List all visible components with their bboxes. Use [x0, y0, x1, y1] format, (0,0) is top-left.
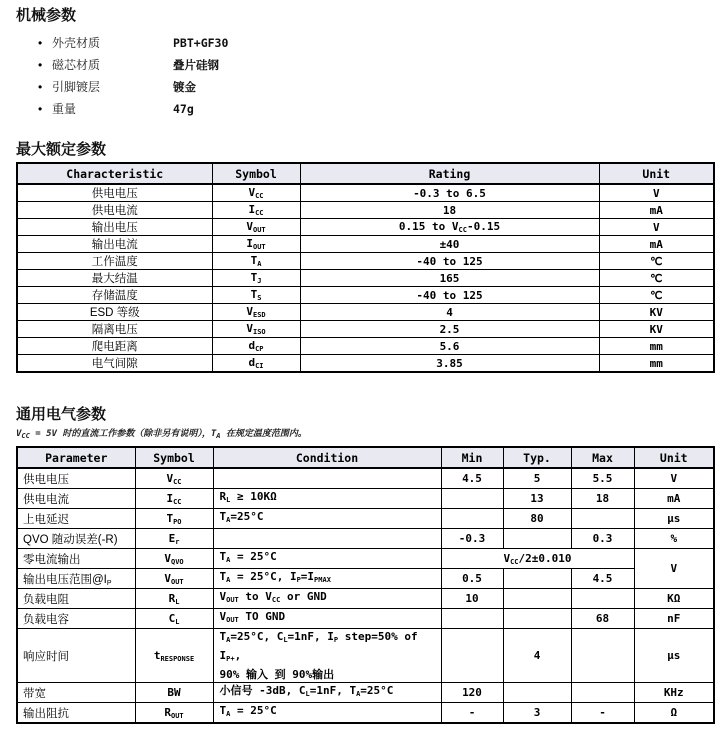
- condition-cell: $V_{OUT}$ TO GND: [213, 609, 441, 629]
- header-symbol: Symbol: [212, 163, 300, 184]
- merged-value-cell: $V_{CC}/2\pm 0.010$: [441, 549, 634, 569]
- max-cell: [571, 629, 634, 683]
- rating-cell: 2.5: [300, 321, 599, 338]
- unit-cell: ℃: [599, 253, 714, 270]
- symbol-cell: $V_{ISO}$: [212, 321, 300, 338]
- parameter-cell: QVO 随动误差(-R): [17, 529, 135, 549]
- unit-cell: KV: [599, 304, 714, 321]
- unit-cell: ℃: [599, 270, 714, 287]
- min-cell: 0.5: [441, 569, 503, 589]
- bullet-icon: •: [38, 102, 43, 116]
- rating-cell: ±40: [300, 236, 599, 253]
- parameter-cell: 上电延迟: [17, 509, 135, 529]
- unit-cell: KΩ: [634, 589, 714, 609]
- typ-cell: [503, 569, 571, 589]
- table-row: [17, 569, 714, 589]
- unit-cell: V: [634, 549, 714, 589]
- max-cell: 0.3: [571, 529, 634, 549]
- unit-cell: V: [599, 219, 714, 236]
- table-row: [17, 683, 714, 703]
- unit-cell: μs: [634, 629, 714, 683]
- parameter-cell: 输出电压范围$@I_P$: [17, 569, 135, 589]
- symbol-cell: $C_L$: [135, 609, 213, 629]
- characteristic-cell: 隔离电压: [17, 321, 212, 338]
- table-row: [17, 703, 714, 724]
- max-cell: 68: [571, 609, 634, 629]
- unit-cell: mm: [599, 355, 714, 373]
- table-row: [17, 468, 714, 489]
- symbol-cell: $R_L$: [135, 589, 213, 609]
- symbol-cell: $E_r$: [135, 529, 213, 549]
- parameter-cell: 带宽: [17, 683, 135, 703]
- table-row: [17, 338, 714, 355]
- unit-cell: mm: [599, 338, 714, 355]
- typ-cell: 80: [503, 509, 571, 529]
- rating-cell: -0.3 to 6.5: [300, 184, 599, 202]
- symbol-cell: $t_{RESPONSE}$: [135, 629, 213, 683]
- parameter-cell: 零电流输出: [17, 549, 135, 569]
- item-label: 引脚镀层: [52, 80, 101, 94]
- condition-cell: $T_A = 25^\circ C$: [213, 703, 441, 724]
- max-cell: [571, 509, 634, 529]
- parameter-cell: 供电电压: [17, 468, 135, 489]
- table-row: [17, 549, 714, 569]
- characteristic-cell: 爬电距离: [17, 338, 212, 355]
- header-unit: Unit: [634, 447, 714, 468]
- min-cell: [441, 609, 503, 629]
- unit-cell: ℃: [599, 287, 714, 304]
- table-row: [17, 270, 714, 287]
- header-parameter: Parameter: [17, 447, 135, 468]
- header-unit: Unit: [599, 163, 714, 184]
- unit-cell: mA: [634, 489, 714, 509]
- unit-cell: KHz: [634, 683, 714, 703]
- rating-cell: 165: [300, 270, 599, 287]
- unit-cell: V: [634, 468, 714, 489]
- item-label: 重量: [52, 102, 77, 116]
- condition-cell: $T_A = 25^\circ C$: [213, 549, 441, 569]
- symbol-cell: $T_S$: [212, 287, 300, 304]
- condition-cell: [213, 529, 441, 549]
- rating-cell: 18: [300, 202, 599, 219]
- rating-cell: 5.6: [300, 338, 599, 355]
- characteristic-cell: 存储温度: [17, 287, 212, 304]
- symbol-cell: $T_A$: [212, 253, 300, 270]
- list-item: [38, 76, 713, 98]
- header-rating: Rating: [300, 163, 599, 184]
- max-cell: -: [571, 703, 634, 724]
- header-characteristic: Characteristic: [17, 163, 212, 184]
- table-row: [17, 287, 714, 304]
- max-cell: [571, 589, 634, 609]
- electrical-table: [16, 446, 715, 724]
- unit-cell: Ω: [634, 703, 714, 724]
- max-ratings-section: [16, 142, 713, 373]
- unit-cell: mA: [599, 236, 714, 253]
- item-value: 47g: [173, 102, 194, 116]
- table-row: [17, 489, 714, 509]
- mechanical-list: [16, 32, 713, 120]
- bullet-icon: •: [38, 36, 43, 50]
- bullet-icon: •: [38, 58, 43, 72]
- table-row: [17, 304, 714, 321]
- unit-cell: mA: [599, 202, 714, 219]
- characteristic-cell: 供电电压: [17, 184, 212, 202]
- symbol-cell: $V_{OUT}$: [212, 219, 300, 236]
- min-cell: 10: [441, 589, 503, 609]
- item-label: 磁芯材质: [52, 58, 101, 72]
- unit-cell: V: [599, 184, 714, 202]
- symbol-cell: $d_{CI}$: [212, 355, 300, 373]
- symbol-cell: $V_{ESD}$: [212, 304, 300, 321]
- parameter-cell: 负载电阻: [17, 589, 135, 609]
- table-row: [17, 202, 714, 219]
- table-row: [17, 529, 714, 549]
- characteristic-cell: 输出电压: [17, 219, 212, 236]
- condition-cell: $R_L \ge 10K\Omega$: [213, 489, 441, 509]
- table-row: [17, 219, 714, 236]
- typ-cell: [503, 589, 571, 609]
- min-cell: [441, 489, 503, 509]
- characteristic-cell: 供电电流: [17, 202, 212, 219]
- header-symbol: Symbol: [135, 447, 213, 468]
- rating-cell: 0.15 to $V_{CC}-0.15$: [300, 219, 599, 236]
- mechanical-title: 机械参数: [16, 7, 77, 24]
- condition-cell: [213, 468, 441, 489]
- symbol-cell: $V_{QVO}$: [135, 549, 213, 569]
- header-typ: Typ.: [503, 447, 571, 468]
- table-row: [17, 589, 714, 609]
- table-header-row: [17, 447, 714, 468]
- parameter-cell: 输出阻抗: [17, 703, 135, 724]
- typ-cell: 5: [503, 468, 571, 489]
- characteristic-cell: 最大结温: [17, 270, 212, 287]
- symbol-cell: $I_{CC}$: [212, 202, 300, 219]
- typ-cell: [503, 529, 571, 549]
- unit-cell: %: [634, 529, 714, 549]
- item-label: 外壳材质: [52, 36, 101, 50]
- min-cell: [441, 509, 503, 529]
- item-value: PBT+GF30: [173, 36, 229, 50]
- symbol-cell: $T_{PO}$: [135, 509, 213, 529]
- max-cell: 18: [571, 489, 634, 509]
- typ-cell: 4: [503, 629, 571, 683]
- symbol-cell: $V_{OUT}$: [135, 569, 213, 589]
- electrical-section: [16, 407, 713, 724]
- characteristic-cell: 工作温度: [17, 253, 212, 270]
- item-value: 镀金: [173, 80, 196, 94]
- list-item: [38, 32, 713, 54]
- parameter-cell: 响应时间: [17, 629, 135, 683]
- max-cell: [571, 683, 634, 703]
- parameter-cell: 供电电流: [17, 489, 135, 509]
- electrical-title: 通用电气参数: [16, 406, 107, 423]
- min-cell: 120: [441, 683, 503, 703]
- max-ratings-title: 最大额定参数: [16, 141, 107, 158]
- table-header-row: [17, 163, 714, 184]
- max-cell: 5.5: [571, 468, 634, 489]
- characteristic-cell: 输出电流: [17, 236, 212, 253]
- table-row: [17, 184, 714, 202]
- condition-cell: 小信号 -3dB, $C_L=1nF$, $T_A=25^\circ C$: [213, 683, 441, 703]
- min-cell: [441, 629, 503, 683]
- mechanical-section: [16, 8, 713, 120]
- table-row: [17, 253, 714, 270]
- symbol-cell: $V_{CC}$: [135, 468, 213, 489]
- list-item: [38, 98, 713, 120]
- condition-cell: $T_A=25^\circ C$, $C_L=1nF$, $I_P$ step=50% of $I_{P+}$, 90% 输入 到 90%输出: [213, 629, 441, 683]
- table-row: [17, 355, 714, 373]
- electrical-note: $V_{CC} = 5V$ 时的直流工作参数（除非另有说明），$T_A$ 在规定温度范围内。: [16, 429, 307, 440]
- symbol-cell: $T_J$: [212, 270, 300, 287]
- item-value: 叠片硅钢: [173, 58, 219, 72]
- table-row: [17, 509, 714, 529]
- bullet-icon: •: [38, 80, 43, 94]
- rating-cell: -40 to 125: [300, 253, 599, 270]
- condition-cell: $T_A = 25^\circ C$, $I_P=I_{PMAX}$: [213, 569, 441, 589]
- condition-cell: $T_A=25^\circ C$: [213, 509, 441, 529]
- symbol-cell: $I_{CC}$: [135, 489, 213, 509]
- table-row: [17, 609, 714, 629]
- unit-cell: μs: [634, 509, 714, 529]
- symbol-cell: $d_{CP}$: [212, 338, 300, 355]
- table-row: [17, 321, 714, 338]
- header-condition: Condition: [213, 447, 441, 468]
- unit-cell: nF: [634, 609, 714, 629]
- table-row: [17, 629, 714, 683]
- max-cell: 4.5: [571, 569, 634, 589]
- typ-cell: [503, 683, 571, 703]
- characteristic-cell: 电气间隙: [17, 355, 212, 373]
- parameter-cell: 负载电容: [17, 609, 135, 629]
- condition-cell: $V_{OUT}$ to $V_{CC}$ or GND: [213, 589, 441, 609]
- min-cell: -: [441, 703, 503, 724]
- rating-cell: 4: [300, 304, 599, 321]
- symbol-cell: $R_{OUT}$: [135, 703, 213, 724]
- characteristic-cell: ESD 等级: [17, 304, 212, 321]
- min-cell: 4.5: [441, 468, 503, 489]
- unit-cell: KV: [599, 321, 714, 338]
- typ-cell: 3: [503, 703, 571, 724]
- min-cell: -0.3: [441, 529, 503, 549]
- symbol-cell: $V_{CC}$: [212, 184, 300, 202]
- header-max: Max: [571, 447, 634, 468]
- rating-cell: -40 to 125: [300, 287, 599, 304]
- list-item: [38, 54, 713, 76]
- symbol-cell: BW: [135, 683, 213, 703]
- symbol-cell: $I_{OUT}$: [212, 236, 300, 253]
- table-row: [17, 236, 714, 253]
- rating-cell: 3.85: [300, 355, 599, 373]
- typ-cell: 13: [503, 489, 571, 509]
- header-min: Min: [441, 447, 503, 468]
- typ-cell: [503, 609, 571, 629]
- max-ratings-table: [16, 162, 715, 373]
